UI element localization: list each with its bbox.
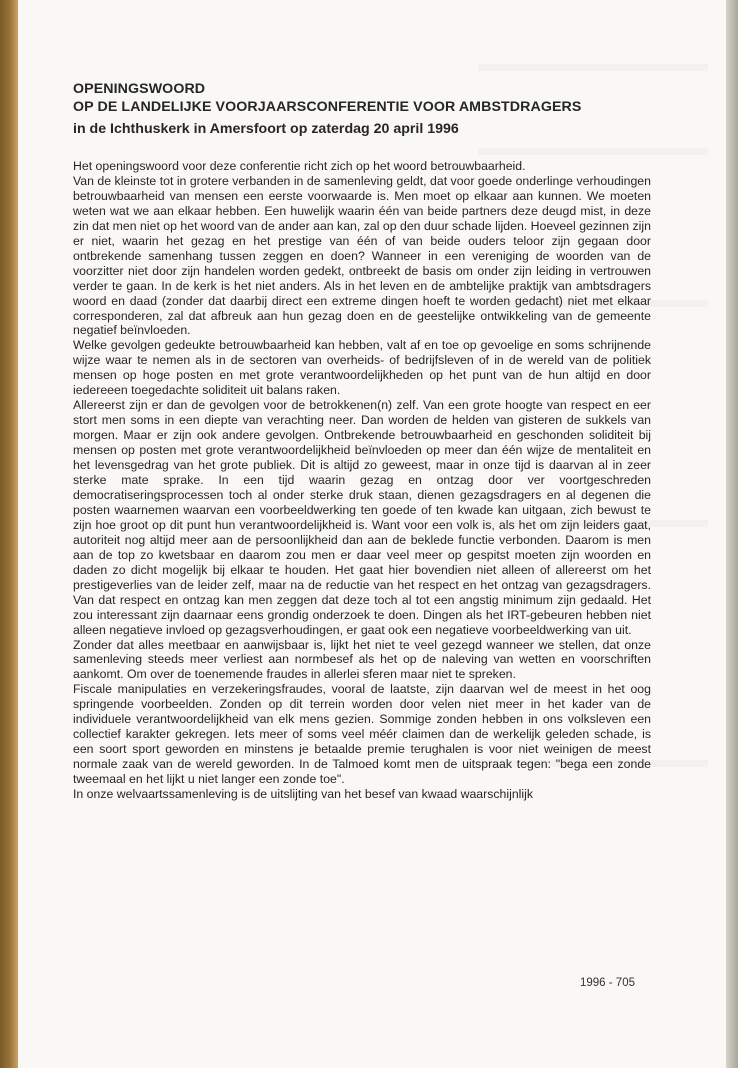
paragraph: Fiscale manipulaties en verzekeringsfraudes, vooral de laatste, zijn daarvan wel de meest in het oog springende voorbeelden. Zonden op dit terrein worden door velen niet meer in het kader van de individuele verantwoordelijkheid van elk mens gezien. Sommige zonden hebben in ons volksleven een collectief karakter gekregen. Iets meer of soms veel méér claimen dan de werkelijk geleden schade, is een soort sport geworden en minstens je betaalde premie terughalen is voor niet weinigen de meest normale zaak van de wereld geworden. In de Talmoed komt men de uitspraak tegen: "bega een zonde tweemaal en het lijkt u niet langer een zonde toe". (73, 682, 651, 787)
article-body (73, 159, 651, 802)
page-subtitle: in de Ichthuskerk in Amersfoort op zaterdag 20 april 1996 (73, 121, 459, 137)
page-edge (726, 0, 738, 1068)
page-title-line-2: OP DE LANDELIJKE VOORJAARSCONFERENTIE VOOR AMBSTDRAGERS (73, 99, 582, 115)
book-binding-edge (0, 0, 18, 1068)
paragraph: Allereerst zijn er dan de gevolgen voor de betrokkenen(n) zelf. Van een grote hoogte van respect en eer stort men soms in een diepte van verachting neer. Dan worden de helden van gisteren de sukkels van morgen. Maar er zijn ook andere gevolgen. Ontbrekende betrouwbaarheid en geschonden soliditeit bij mensen op posten met grote verantwoordelijkheid beïnvloeden op meer dan één wijze de mentaliteit en het levensgedrag van het grote publiek. Dit is altijd zo geweest, maar in onze tijd is daarvan al in zeer sterke mate sprake. In een tijd waarin gezag en ontzag door ver voortgeschreden democratiseringsprocessen toch al onder sterke druk staan, dienen gezagsdragers en al degenen die posten waarnemen waarvan een voorbeeldwerking ten goede of ten kwade kan uitgaan, zich bewust te zijn hoe groot op dit punt hun verantwoordelijkheid is. Want voor een volk is, als het om zijn leiders gaat, autoriteit nog altijd meer aan de persoonlijkheid dan aan de beklede functie verbonden. Daarom is men aan de top zo kwetsbaar en daarom zou men er daar veel meer op gespitst moeten zijn woorden en daden zo dicht mogelijk bij elkaar te houden. Het gaat hier bovendien niet alleen of allereerst om het prestigeverlies van de leider zelf, maar na de reductie van het respect en het ontzag van gezagsdragers. Van dat respect en ontzag kan men zeggen dat deze toch al tot een angstig minimum zijn gedaald. Het zou interessant zijn daarnaar eens grondig onderzoek te doen. Dingen als het IRT-gebeuren hebben niet alleen negatieve invloed op gezagsverhoudingen, er gaat ook een negatieve voorbeeldwerking van uit. (73, 398, 651, 637)
page-number: 1996 - 705 (580, 977, 635, 989)
paragraph: Van de kleinste tot in grotere verbanden in de samenleving geldt, dat voor goede onderlinge verhoudingen betrouwbaarheid van mensen een eerste voorwaarde is. Men moet op elkaar aan kunnen. We moeten weten wat we aan elkaar hebben. Een huwelijk waarin één van beide partners deze deugd mist, in deze zin dat men niet op het woord van de ander aan kan, zal op den duur schade lijden. Hoeveel gezinnen zijn er niet, waarin het gezag en het prestige van één of van beide ouders teloor zijn gegaan door ontbrekende samenhang tussen zeggen en doen? Wanneer in een vereniging de woorden van de voorzitter niet door zijn handelen worden gedekt, ontbreekt de basis om onder zijn leiding in vertrouwen verder te gaan. In de kerk is het niet anders. Als in het leven en de ambtelijke praktijk van ambtsdragers woord en daad (zonder dat daarbij direct een extreme dingen hoeft te worden gedacht) niet met elkaar corresponderen, zal dat afbreuk aan hun gezag doen en de geestelijke ontwikkeling van de gemeente negatief beïnvloeden. (73, 173, 651, 338)
paragraph: In onze welvaartssamenleving is de uitslijting van het besef van kwaad waarschijnlijk (73, 787, 534, 802)
article (73, 80, 651, 802)
page-title: OPENINGSWOORD (73, 81, 206, 97)
show-through (478, 64, 708, 71)
paragraph: Welke gevolgen gedeukte betrouwbaarheid kan hebben, valt af en toe op gevoelige en soms schrijnende wijze waar te nemen als in de sectoren van overheids- of bedrijfsleven of in de wereld van de politiek mensen op hoge posten en met grote verantwoordelijkheden op het punt van de hun altijd en door iedereeen toegedachte soliditeit uit balans raken. (73, 338, 651, 398)
paragraph: Het openingswoord voor deze conferentie richt zich op het woord betrouwbaarheid. (73, 159, 526, 173)
paragraph: Zonder dat alles meetbaar en aanwijsbaar is, lijkt het niet te veel gezegd wanneer we stellen, dat onze samenleving steeds meer verliest aan normbesef als het op de naleving van wetten en voorschriften aankomt. Om over de toenemende fraudes in allerlei sferen maar niet te spreken. (73, 637, 651, 682)
